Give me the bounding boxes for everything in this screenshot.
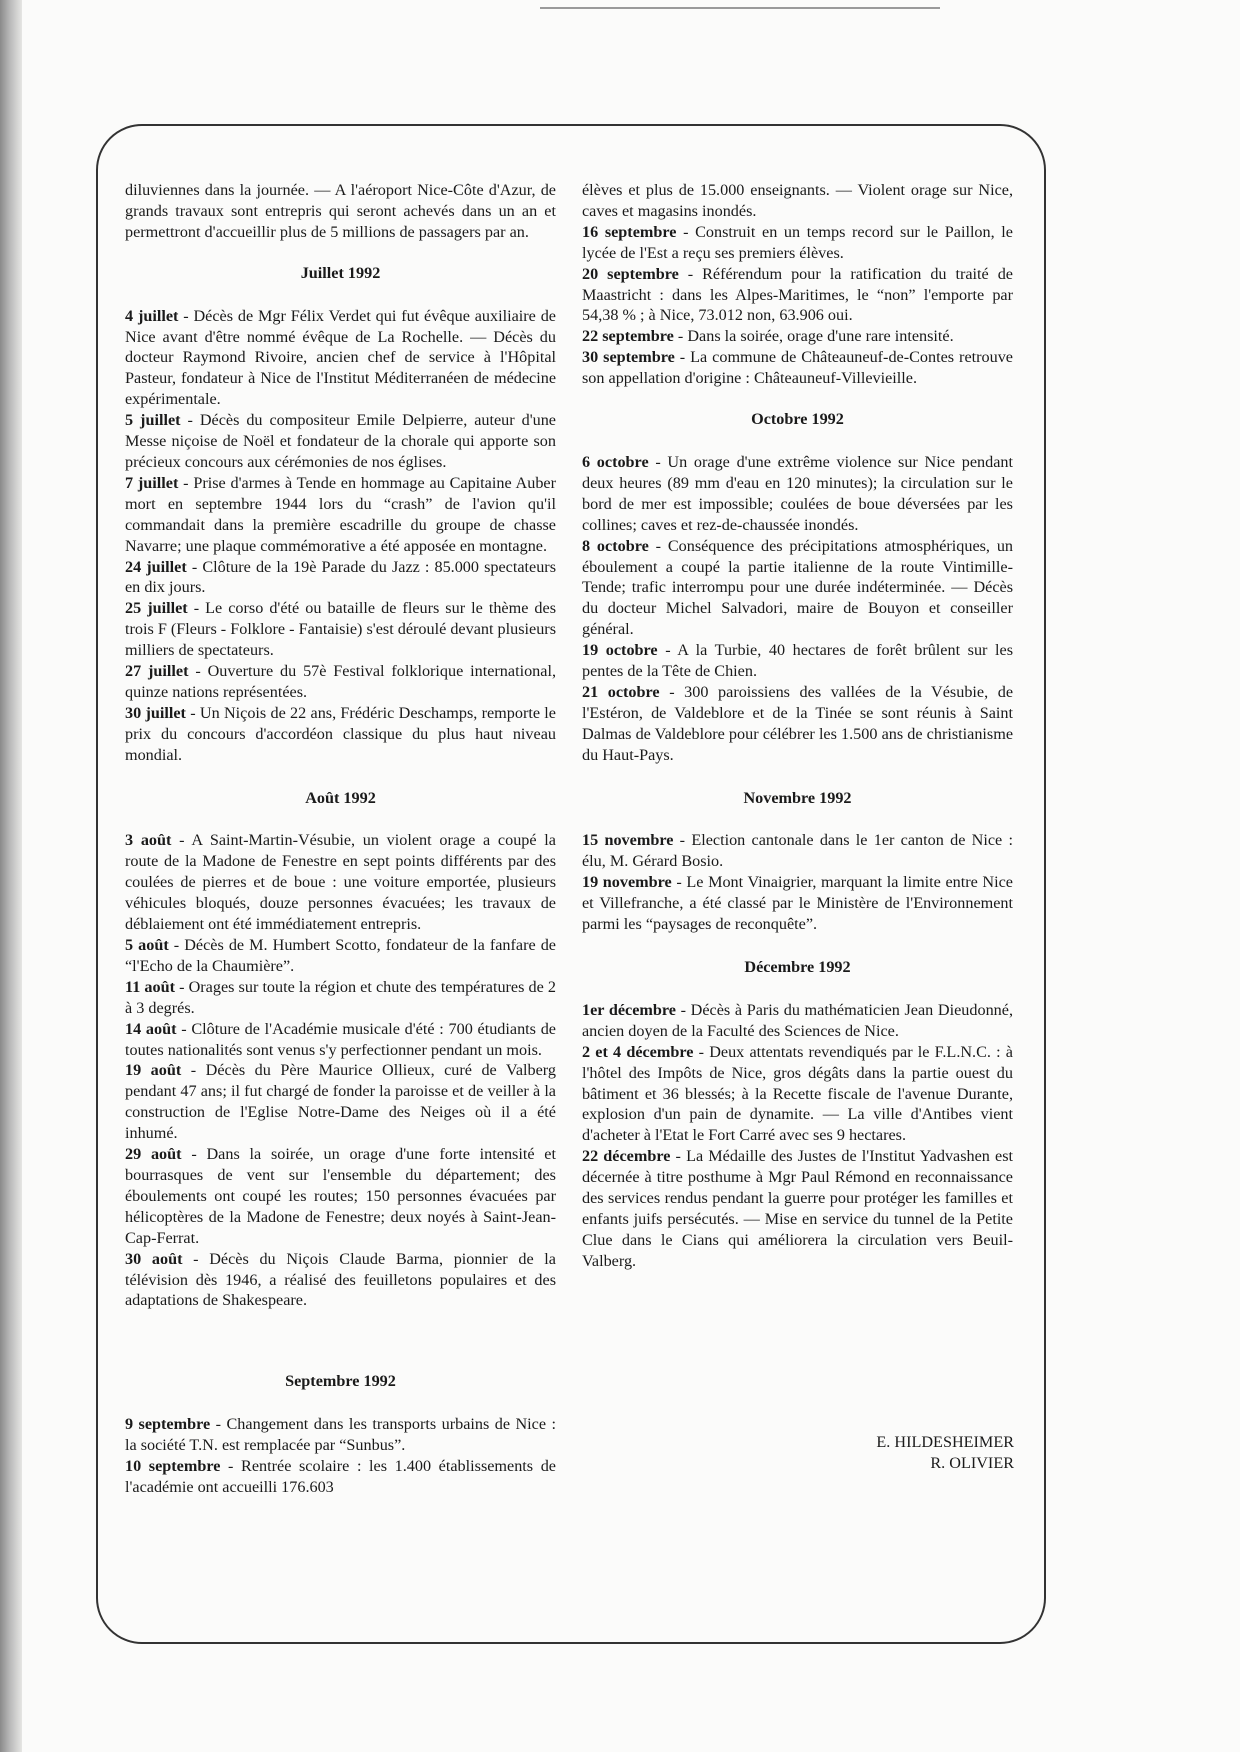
entry-date: 2 et 4 décembre — [582, 1042, 694, 1061]
entry-date: 16 septembre — [582, 222, 677, 241]
entry-date: 22 septembre — [582, 327, 674, 346]
entry-date: 19 octobre — [582, 641, 658, 660]
entry — [582, 347, 1013, 389]
entry — [582, 1000, 1013, 1042]
entry-text: - Changement dans les transports urbains de Nice : la société T.N. est remplacée par “Sunbus”. — [125, 1415, 556, 1455]
entry-text: - Décès de M. Humbert Scotto, fondateur de la fanfare de “l'Echo de la Chaumière”. — [125, 936, 556, 975]
entry-date: 15 novembre — [582, 831, 674, 850]
section-heading-juillet: Juillet 1992 — [300, 263, 381, 282]
entry-text: - Conséquence des précipitations atmosphériques, un éboulement a coupé la partie italienne de la route Vintimille-Tende; trafic interrompu pour une durée indéterminée. — Décès du docteur Michel Salvadori, maire de Bouyon et conseiller général. — [582, 536, 1014, 639]
entry-text: - Décès de Mgr Félix Verdet qui fut évêque auxiliaire de Nice avant d'être nommé évêque de La Rochelle. — Décès du docteur Raymond Rivoire, ancien chef de service à l'Hôpital Pasteur, fondateur à Nice de l'Institut Méditerranéen de médecine expérimentale. — [125, 306, 556, 409]
section-heading-decembre: Décembre 1992 — [744, 958, 851, 976]
entry — [125, 703, 556, 766]
left-column — [125, 180, 556, 1498]
entry-text: - A Saint-Martin-Vésubie, un violent orage a coupé la route de la Madone de Fenestre en sept points différents par des coulées de pierres et de boue : une voiture emportée, plusieurs véhicules bloqués, douze personnes évacuées; les travaux de déblaiement ont été immédiatement entrepris. — [125, 831, 556, 934]
entry-text: - Clôture de la 19è Parade du Jazz : 85.000 spectateurs en dix jours. — [125, 557, 556, 597]
entry-date: 6 octobre — [582, 452, 649, 471]
entry-text: - Deux attentats revendiqués par le F.L.N.C. : à l'hôtel des Impôts de Nice, gros dégâts dans la partie ouest du bâtiment et 36 blessés; à la Recette fiscale de l'avenue Durante, explosion d'un pain de dynamite. — La ville d'Antibes vient d'acheter à l'Etat le Fort Carré avec ses 9 hectares. — [582, 1042, 1013, 1145]
entry-date: 24 juillet — [125, 557, 187, 576]
right-column — [582, 180, 1013, 1272]
entry-text: - La commune de Châteauneuf-de-Contes retrouve son appellation d'origine : Châteauneuf-Villevieille. — [582, 348, 1013, 388]
entry-text: - Décès à Paris du mathématicien Jean Dieudonné, ancien doyen de la Faculté des Sciences de Nice. — [582, 1000, 1013, 1040]
signature-author-2: R. OLIVIER — [930, 1453, 1014, 1472]
entry-date: 27 juillet — [125, 662, 189, 681]
entry-text: - Un orage d'une extrême violence sur Nice pendant deux heures (89 mm d'eau en 120 minutes); la circulation sur le bord de mer est impossible; coulées de boue déversées par les collines; caves et rez-de-chaussée inondés. — [582, 452, 1013, 534]
entry-text: - Ouverture du 57è Festival folklorique international, quinze nations représentées. — [125, 662, 557, 701]
entry — [125, 935, 556, 977]
left-intro-paragraph: diluviennes dans la journée. — A l'aéroport Nice-Côte d'Azur, de grands travaux sont entrepris qui seront achevés dans un an et permettront d'accueillir plus de 5 millions de passagers par an. — [125, 181, 556, 241]
entry-date: 22 décembre — [582, 1147, 671, 1166]
entry — [125, 1414, 556, 1456]
entry-date: 5 juillet — [125, 411, 181, 430]
entry — [582, 830, 1013, 872]
entry — [582, 640, 1013, 682]
entry-date: 10 septembre — [125, 1457, 221, 1476]
scan-binding-shadow — [0, 0, 22, 1752]
entry-text: - Le Mont Vinaigrier, marquant la limite entre Nice et Villefranche, a été classé par le Ministère de l'Environnement parmi les “paysages de reconquête”. — [582, 873, 1013, 934]
entry — [125, 1249, 556, 1312]
entry-date: 19 août — [125, 1061, 182, 1080]
entry-text: - Orages sur toute la région et chute des températures de 2 à 3 degrés. — [125, 977, 556, 1017]
entry-date: 4 juillet — [125, 306, 179, 325]
entry — [582, 1146, 1013, 1271]
entry-text: - Dans la soirée, un orage d'une forte intensité et bourrasques de vent sur l'ensemble du département; des éboulements ont coupé les routes; 150 personnes évacuées par hélicoptères de la Madone de Fenestre; deux noyés à Saint-Jean-Cap-Ferrat. — [125, 1145, 556, 1247]
entry — [582, 452, 1013, 536]
entry — [125, 473, 556, 557]
entry-date: 14 août — [125, 1019, 177, 1038]
section-heading-octobre: Octobre 1992 — [751, 410, 844, 429]
scan-top-edge — [540, 7, 940, 9]
entry — [125, 1144, 556, 1249]
entry-date: 8 octobre — [582, 536, 649, 555]
entry — [125, 410, 556, 473]
entry — [125, 977, 556, 1019]
entry-text: - La Médaille des Justes de l'Institut Yadvashen est décernée à titre posthume à Mgr Paul Rémond en reconnaissance des services rendus pendant la guerre pour protéger les familles et enfants juifs persécutés. — Mise en service du tunnel de la Petite Clue dans le Cians qui améliorera la circulation vers Beuil- Valberg. — [582, 1147, 1013, 1270]
entry — [125, 598, 556, 661]
entry-date: 7 juillet — [125, 473, 179, 492]
entry — [125, 1060, 556, 1144]
entry-date: 29 août — [125, 1145, 182, 1164]
entry-date: 30 août — [125, 1249, 183, 1268]
entry — [582, 1042, 1013, 1147]
entry-text: - Clôture de l'Académie musicale d'été : 700 étudiants de toutes nationalités sont venus s'y perfectionner pendant un mois. — [125, 1019, 556, 1059]
entry-text: - Décès du compositeur Emile Delpierre, auteur d'une Messe niçoise de Noël et fondateur de la chorale qui apporte son précieux concours aux cérémonies de nos églises. — [125, 411, 556, 471]
signature-author-1: E. HILDESHEIMER — [876, 1433, 1014, 1451]
right-intro-paragraph: élèves et plus de 15.000 enseignants. — Violent orage sur Nice, caves et magasins inondés. — [582, 181, 1013, 220]
entry-date: 30 septembre — [582, 348, 675, 367]
entry-date: 11 août — [125, 977, 175, 996]
entry-text: - Construit en un temps record sur le Paillon, le lycée de l'Est a reçu ses premiers élèves. — [582, 222, 1013, 262]
entry-date: 21 octobre — [582, 682, 660, 701]
entry-text: - 300 paroissiens des vallées de la Vésubie, de l'Estéron, de Valdeblore et de la Tinée se sont réunis à Saint Dalmas de Valdeblore pour célébrer les 1.500 ans de christianisme du Haut-Pays. — [582, 682, 1014, 764]
entry-text: - A la Turbie, 40 hectares de forêt brûlent sur les pentes de la Tête de Chien. — [582, 641, 1014, 681]
entry — [582, 326, 1013, 347]
entry — [125, 1019, 556, 1061]
entry — [582, 536, 1013, 641]
entry — [125, 661, 556, 703]
entry — [582, 222, 1013, 264]
entry — [582, 872, 1013, 935]
entry-date: 9 septembre — [125, 1415, 211, 1434]
entry — [125, 557, 556, 599]
entry-text: - Election cantonale dans le 1er canton de Nice : élu, M. Gérard Bosio. — [582, 831, 1013, 871]
signature-block — [760, 1432, 1014, 1474]
section-heading-aout: Août 1992 — [305, 788, 376, 807]
section-heading-novembre: Novembre 1992 — [743, 788, 852, 807]
entry — [582, 264, 1013, 327]
entry-date: 30 juillet — [125, 703, 186, 722]
entry-date: 19 novembre — [582, 873, 672, 892]
entry-date: 3 août — [125, 831, 172, 850]
entry-date: 25 juillet — [125, 599, 188, 618]
entry — [582, 682, 1013, 766]
entry-text: - Le corso d'été ou bataille de fleurs sur le thème des trois F (Fleurs - Folklore - Fantaisie) s'est déroulé devant plusieurs milliers de spectateurs. — [125, 599, 556, 660]
entry — [125, 1456, 556, 1498]
entry-text: - Décès du Père Maurice Ollieux, curé de Valberg pendant 47 ans; il fut chargé de fonder la paroisse et de veiller à la construction de l'Eglise Notre-Dame des Neiges où il a été inhumé. — [125, 1061, 556, 1143]
entry-text: - Prise d'armes à Tende en hommage au Capitaine Auber mort en septembre 1944 lors du “crash” de l'avion qu'il commandait dans la première escadrille du groupe de chasse Navarre; une plaque commémorative a été apposée en montagne. — [125, 473, 556, 555]
entry-text: - Un Niçois de 22 ans, Frédéric Deschamps, remporte le prix du concours d'accordéon classique du plus haut niveau mondial. — [125, 703, 556, 764]
entry-text: - Référendum pour la ratification du traité de Maastricht : dans les Alpes-Maritimes, le “non” l'emporte par 54,38 % ; à Nice, 73.012 non, 63.906 oui. — [582, 264, 1013, 325]
entry-date: 20 septembre — [582, 264, 679, 283]
entry-date: 1er décembre — [582, 1000, 676, 1019]
entry — [125, 830, 556, 935]
section-heading-septembre: Septembre 1992 — [285, 1372, 396, 1391]
entry — [125, 306, 556, 411]
entry-text: - Rentrée scolaire : les 1.400 établissements de l'académie ont accueilli 176.603 — [125, 1457, 556, 1496]
entry-text: - Décès du Niçois Claude Barma, pionnier de la télévision dès 1946, a réalisé des feuilletons populaires et des adaptations de Shakespeare. — [125, 1249, 556, 1310]
entry-text: - Dans la soirée, orage d'une rare intensité. — [673, 327, 954, 346]
entry-date: 5 août — [125, 936, 169, 954]
